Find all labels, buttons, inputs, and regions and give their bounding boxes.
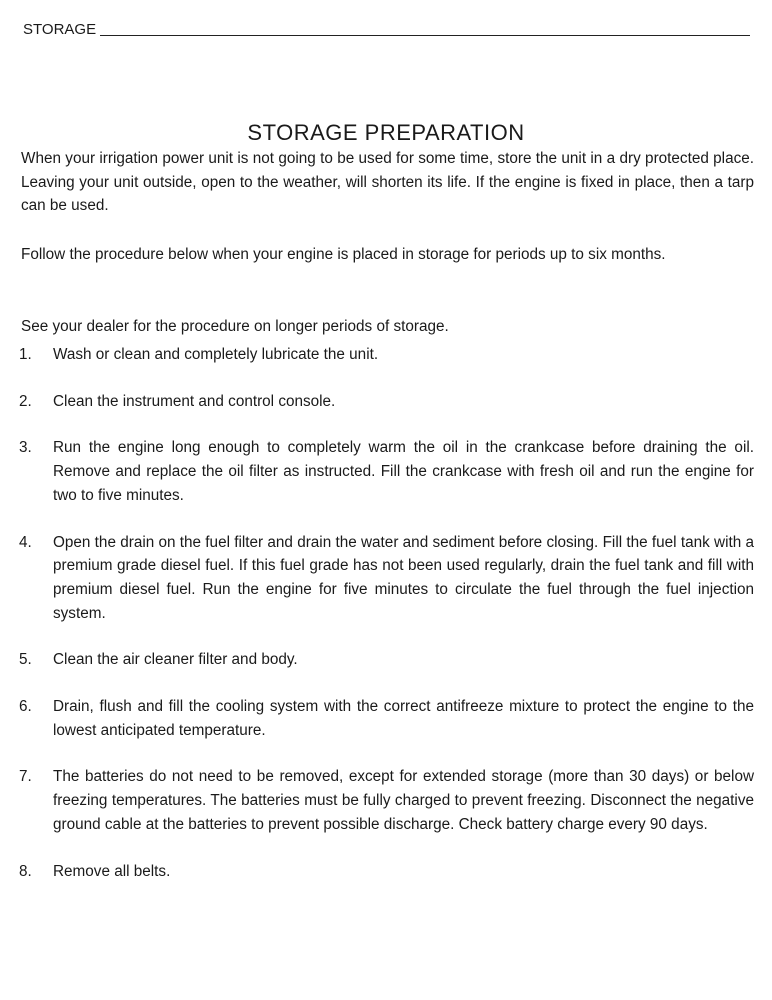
list-item [19,648,754,672]
storage-steps-list [19,343,754,883]
step-text: The batteries do not need to be removed, except for extended storage (more than 30 days) or below freezing temperatures. The batteries must be fully charged to prevent freezing. Disconnect the negative ground cable at the batteries to prevent possible discharge. Check battery charge every 90 days. [53,768,754,833]
list-item [19,765,754,836]
intro-paragraph: When your irrigation power unit is not going to be used for some time, store the unit in a dry protected place. Leaving your unit outside, open to the weather, will shorten its life. If the engine is fixed in place, then a tarp can be used. [21,150,754,214]
list-item [19,531,754,626]
step-text: Run the engine long enough to completely warm the oil in the crankcase before draining the oil. Remove and replace the oil filter as instructed. Fill the crankcase with fresh oil and run the engine for two to five minutes. [53,439,754,504]
procedure-paragraph: Follow the procedure below when your engine is placed in storage for periods up to six months. [21,246,666,263]
step-number: 8. [19,862,32,880]
list-item [19,860,754,884]
list-item [19,390,754,414]
step-number: 4. [19,533,32,551]
step-text: Clean the instrument and control console. [53,392,336,410]
step-number: 6. [19,698,32,716]
list-item [19,695,754,742]
step-text: Wash or clean and completely lubricate the unit. [53,346,379,363]
step-number: 3. [19,439,32,457]
step-number: 1. [19,346,32,363]
step-number: 7. [19,768,32,786]
section-label: STORAGE [23,21,97,38]
list-item [19,436,754,507]
step-text: Clean the air cleaner filter and body. [53,651,298,669]
dealer-note: See your dealer for the procedure on longer periods of storage. [21,318,449,335]
page-title: STORAGE PREPARATION [247,120,525,145]
step-number: 2. [19,392,32,410]
section-header [23,22,750,38]
step-text: Open the drain on the fuel filter and drain the water and sediment before closing. Fill the fuel tank with a premium grade diesel fuel. If this fuel grade has not been used regularly, drain the fuel tank and fill with premium diesel fuel. Run the engine for five minutes to circulate the fuel through the fuel injection system. [53,533,754,622]
list-item [19,343,754,367]
step-text: Drain, flush and fill the cooling system with the correct antifreeze mixture to protect the engine to the lowest anticipated temperature. [53,698,754,739]
step-text: Remove all belts. [53,862,171,880]
step-number: 5. [19,651,32,669]
header-rule [100,35,750,36]
